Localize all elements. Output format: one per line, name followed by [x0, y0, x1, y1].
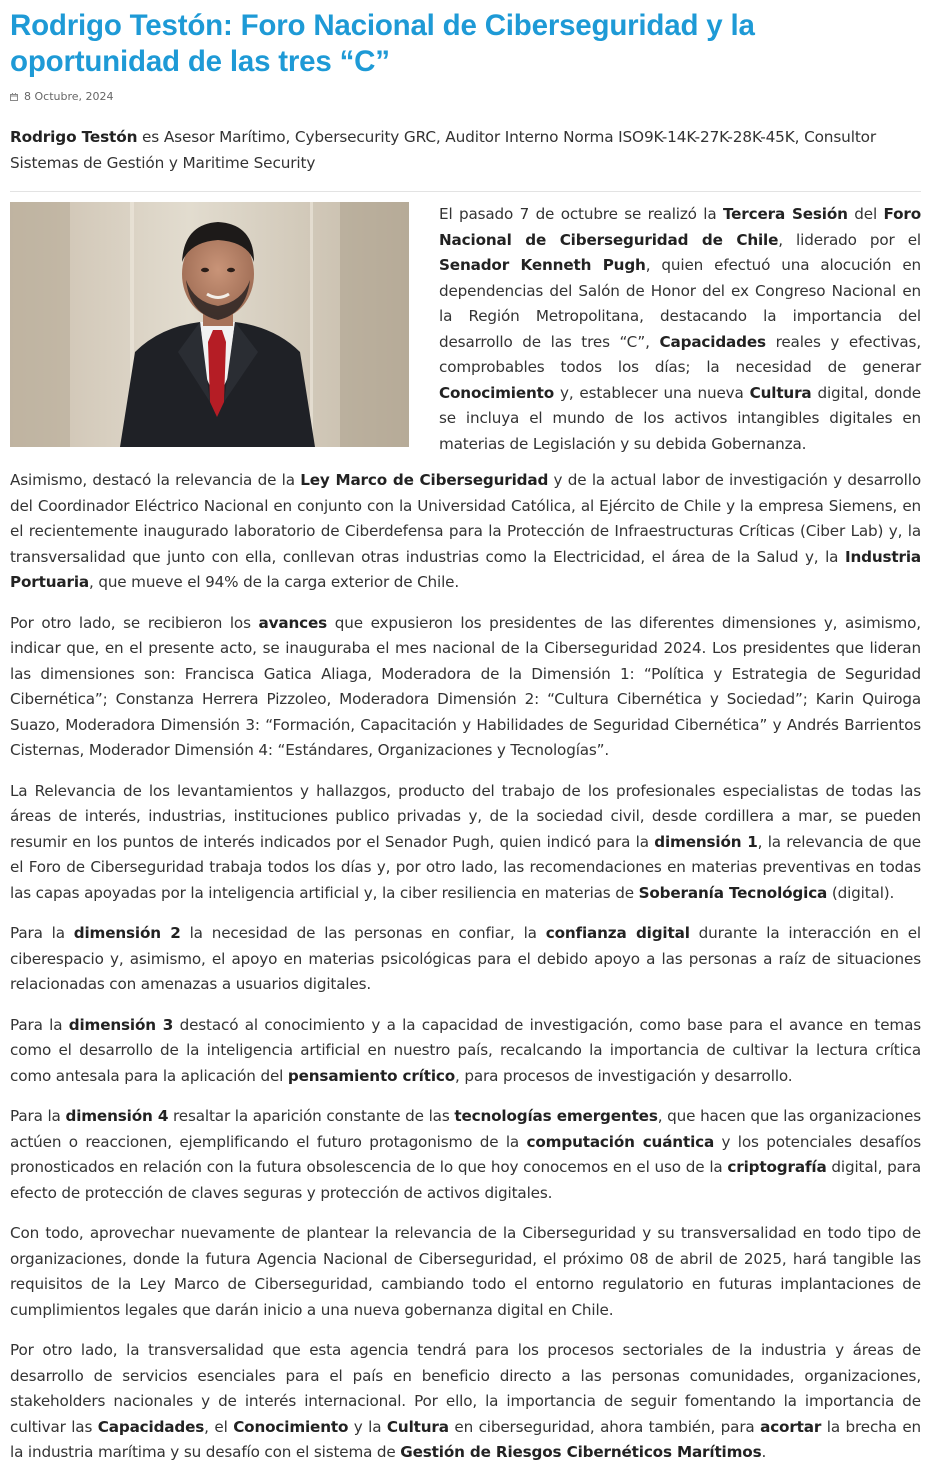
text: , liderado por el [778, 230, 921, 249]
paragraph-3 [10, 611, 921, 764]
text: la necesidad de las personas en confiar, la [180, 924, 546, 942]
text: destacó al conocimiento y a la capacidad de investigación, como base para el avance en temas como el desarrollo de la inteligencia artificial en nuestro país, recalcando la importancia de cultivar la lectura crítica como antesala para la aplicación del [10, 1015, 921, 1085]
paragraph-8 [10, 1221, 921, 1323]
paragraph-9 [10, 1338, 921, 1466]
text: durante la interacción en el ciberespacio y, asimismo, el apoyo en materias psicológicas para el debido apoyo a las personas a raíz de situaciones relacionadas con amenazas a usuarios digitales. [10, 924, 921, 993]
bold-text: Soberanía Tecnológica [638, 883, 828, 902]
text: digital, donde se incluya el mundo de los activos intangibles digitales en materias de Legislación y su debida Gobernanza. [439, 383, 922, 453]
text: La Relevancia de los levantamientos y hallazgos, producto del trabajo de los profesionales especialistas de todas las áreas de interés, industrias, instituciones publico privadas y, de la sociedad civil, desde cordillera a mar, se pueden resumir en los puntos de interés indicados por el Senador Pugh, quien indicó para la [10, 781, 921, 851]
text: y, establecer una nueva [554, 383, 750, 402]
bold-text: Capacidades [659, 332, 766, 351]
bold-text: Conocimiento [439, 383, 555, 402]
text: , para procesos de investigación y desarrollo. [455, 1066, 793, 1085]
text: . [761, 1443, 767, 1461]
bold-text: Ley Marco de Ciberseguridad [300, 471, 549, 489]
paragraph-2 [10, 468, 921, 596]
author-photo [10, 202, 409, 447]
bold-text: tecnologías emergentes [454, 1107, 658, 1125]
text: , quien efectuó una alocución en dependencias del Salón de Honor del ex Congreso Nacional en la Región Metropolitana, destacando la importancia del desarrollo de las tres “C”, [439, 256, 921, 351]
text: en ciberseguridad, ahora también, para [448, 1417, 761, 1436]
text: (digital). [827, 883, 895, 902]
text: y de la actual labor de investigación y desarrollo del Coordinador Eléctrico Nacional en conjunto con la Universidad Católica, al Ejército de Chile y la empresa Siemens, en el recientemente inaugurado laboratorio de Ciberdefensa para la Protección de Infraestructuras Críticas (Ciber Lab) y, la transversalidad que junto con ella, conllevan otras industrias como la Electricidad, el área de la Salud y, la [10, 471, 921, 566]
bold-text: criptografía [727, 1158, 827, 1176]
bold-text: Cultura [386, 1417, 449, 1436]
bold-text: confianza digital [545, 924, 690, 942]
date-text: 8 Octubre, 2024 [24, 90, 114, 103]
post-date [10, 90, 921, 104]
article-body [10, 468, 921, 1466]
text: Por otro lado, la transversalidad que esta agencia tendrá para los procesos sectoriales de la industria y áreas de desarrollo de servicios esenciales para el país en beneficio directo a las personas comunidades, organizaciones, stakeholders nacionales y de interés internacional. Por ello, la importancia de seguir fomentando la importancia de cultivar las [10, 1341, 921, 1436]
portrait-illustration [10, 202, 409, 447]
bold-text: Cultura [749, 383, 812, 402]
text: del [847, 205, 884, 223]
text: y los potenciales desafíos pronosticados en relación con la futura obsolescencia de lo que hoy conocemos en el uso de la [10, 1132, 922, 1176]
paragraph-1 [439, 202, 921, 457]
paragraph-6 [10, 1013, 921, 1090]
lead-section [10, 202, 921, 468]
bold-text: Capacidades [97, 1417, 205, 1436]
bold-text: dimensión 1 [654, 832, 758, 851]
text: , la relevancia de que el Foro de Ciberseguridad trabaja todos los días y, por otro lado, las recomendaciones en materias preventivas en todas las capas apoyadas por la inteligencia artificial y, la ciber resiliencia en materias de [10, 832, 921, 902]
bold-text: dimensión 2 [73, 924, 181, 942]
lead-paragraph-container [439, 202, 921, 472]
text: , que hacen que las organizaciones actúen o reaccionen, ejemplificando el futuro protagonismo de la [10, 1107, 921, 1151]
text: Para la [10, 1015, 69, 1034]
text: Por otro lado, se recibieron los [10, 613, 259, 632]
paragraph-5 [10, 921, 921, 998]
bold-text: Foro Nacional de Ciberseguridad de Chile [439, 205, 922, 249]
bold-text: avances [258, 613, 328, 632]
author-name: Rodrigo Testón [10, 128, 138, 146]
bold-text: Senador Kenneth Pugh [439, 256, 646, 274]
bold-text: Conocimiento [233, 1417, 349, 1436]
article [10, 0, 921, 1481]
text: , el [204, 1417, 234, 1436]
text: resaltar la aparición constante de las [168, 1107, 455, 1125]
text: Asimismo, destacó la relevancia de la [10, 471, 301, 489]
author-description: es Asesor Marítimo, Cybersecurity GRC, Auditor Interno Norma ISO9K-14K-27K-28K-45K, Consultor Sistemas de Gestión y Maritime Security [10, 128, 877, 172]
paragraph-4 [10, 779, 921, 907]
bold-text: dimensión 4 [65, 1107, 169, 1125]
text: El pasado 7 de octubre se realizó la [439, 205, 723, 223]
bold-text: computación cuántica [526, 1132, 715, 1151]
text: Para la [10, 924, 74, 942]
text: digital, para efecto de protección de claves seguras y protección de activos digitales. [10, 1158, 921, 1202]
text: , que mueve el 94% de la carga exterior de Chile. [88, 573, 460, 591]
bold-text: Gestión de Riesgos Cibernéticos Marítimos [400, 1443, 762, 1461]
calendar-icon [10, 93, 18, 101]
bold-text: pensamiento crítico [287, 1066, 456, 1085]
text: reales y efectivas, comprobables todos los días; la necesidad de generar [439, 332, 921, 376]
divider [10, 191, 921, 192]
page-title: Rodrigo Testón: Foro Nacional de Ciberseguridad y la oportunidad de las tres “C” [10, 9, 755, 78]
bold-text: Industria Portuaria [10, 547, 921, 591]
text: Para la [10, 1107, 66, 1125]
bold-text: dimensión 3 [68, 1015, 174, 1034]
text: la brecha en la industria marítima y su desafío con el sistema de [10, 1417, 921, 1461]
text: que expusieron los presidentes de las diferentes dimensiones y, asimismo, indicar que, en el presente acto, se inauguraba el mes nacional de la Ciberseguridad 2024. Los presidentes que lideran las dimensiones son: Francisca Gatica Aliaga, Moderadora de la Dimensión 1: “Política y Estrategia de Seguridad Cibernética”; Constanza Herrera Pizzoleo, Moderadora Dimensión 2: “Cultura Cibernética y Sociedad”; Karin Quiroga Suazo, Moderadora Dimensión 3: “Formación, Capacitación y Habilidades de Seguridad Cibernética” y Andrés Barrientos Cisternas, Moderador Dimensión 4: “Estándares, Organizaciones y Tecnologías”. [10, 613, 921, 759]
text: y la [348, 1417, 387, 1436]
bold-text: Tercera Sesión [722, 205, 848, 223]
bold-text: acortar [760, 1417, 822, 1436]
paragraph-7 [10, 1104, 921, 1206]
text: Con todo, aprovechar nuevamente de plantear la relevancia de la Ciberseguridad y su transversalidad en todo tipo de organizaciones, donde la futura Agencia Nacional de Ciberseguridad, el próximo 08 de abril de 2025, hará tangible las requisitos de la Ley Marco de Ciberseguridad, cambiando todo el entorno regulatorio en futuras implantaciones de cumplimientos legales que darán inicio a una nueva gobernanza digital en Chile. [10, 1224, 921, 1319]
author-intro [10, 125, 921, 176]
